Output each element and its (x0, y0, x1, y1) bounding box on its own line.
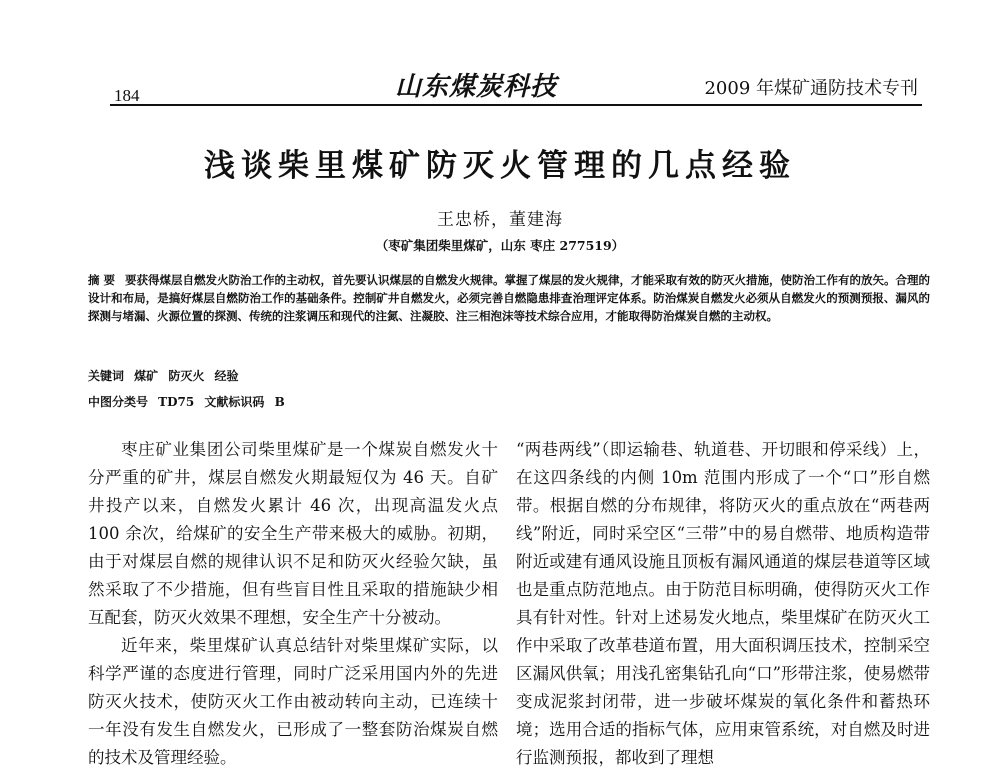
abstract (88, 271, 930, 325)
body-column-right (516, 436, 930, 772)
article-authors: 王忠桥，董建海 (437, 210, 563, 230)
body-paragraph: 枣庄矿业集团公司柴里煤矿是一个煤炭自燃发火十分严重的矿井，煤层自燃发火期最短仅为 46 天。自矿井投产以来，自燃发火累计 46 次，出现高温发火点 100 余次，给煤矿的安全生产带来极大的威胁。初期，由于对煤层自燃的规律认识不足和防灭火经验欠缺，虽然采取了不少措施，但有些盲目性且采取的措施缺少相互配套，防灭火效果不理想，安全生产十分被动。 (88, 440, 498, 627)
keywords: 关键词 煤矿 防灭火 经验 (88, 369, 239, 383)
body-column-left (88, 436, 498, 772)
issue-label: 2009 年煤矿通防技术专刊 (704, 78, 918, 99)
classification: 中图分类号 TD75 文献标识码 B (88, 395, 285, 409)
abstract-label: 摘 要 (88, 273, 116, 287)
header-rule (110, 104, 922, 106)
journal-name: 山东煤炭科技 (395, 72, 558, 102)
article-affiliation: （枣矿集团柴里煤矿，山东 枣庄 277519） (375, 238, 625, 253)
page-number: 184 (114, 86, 140, 105)
article-title: 浅谈柴里煤矿防灭火管理的几点经验 (204, 148, 796, 184)
body-paragraph: 近年来，柴里煤矿认真总结针对柴里煤矿实际，以科学严谨的态度进行管理，同时广泛采用国内外的先进防灭火技术，使防灭火工作由被动转向主动，已连续十一年没有发生自燃发火，已形成了一整套防治煤炭自燃的技术及管理经验。 (88, 636, 498, 767)
abstract-text: 要获得煤层自燃发火防治工作的主动权，首先要认识煤层的自燃发火规律。掌握了煤层的发火规律，才能采取有效的防灭火措施，使防治工作有的放矢。合理的设计和布局，是搞好煤层自燃防治工作的基础条件。控制矿井自燃发火，必须完善自燃隐患排查治理评定体系。防治煤炭自燃发火必须从自燃发火的预测预报、漏风的探测与堵漏、火源位置的探测、传统的注浆调压和现代的注氮、注凝胶、注三相泡沫等技术综合应用，才能取得防治煤炭自燃的主动权。 (88, 273, 931, 323)
body-paragraph: “两巷两线”（即运输巷、轨道巷、开切眼和停采线）上，在这四条线的内侧 10m 范围内形成了一个“口”形自燃带。根据自燃的分布规律，将防灭火的重点放在“两巷两线”附近，同时采空区“三带”中的易自燃带、地质构造带附近或建有通风设施且顶板有漏风通道的煤层巷道等区域也是重点防范地点。由于防范目标明确，使得防灭火工作具有针对性。针对上述易发火地点，柴里煤矿在防灭火工作中采取了改革巷道布置，用大面积调压技术，控制采空区漏风供氧；用浅孔密集钻孔向“口”形带注浆，使易燃带变成泥浆封闭带，进一步破坏煤炭的氧化条件和蓄热环境；选用合适的指标气体，应用束管系统，对自燃及时进行监测预报，都收到了理想 (516, 440, 930, 767)
